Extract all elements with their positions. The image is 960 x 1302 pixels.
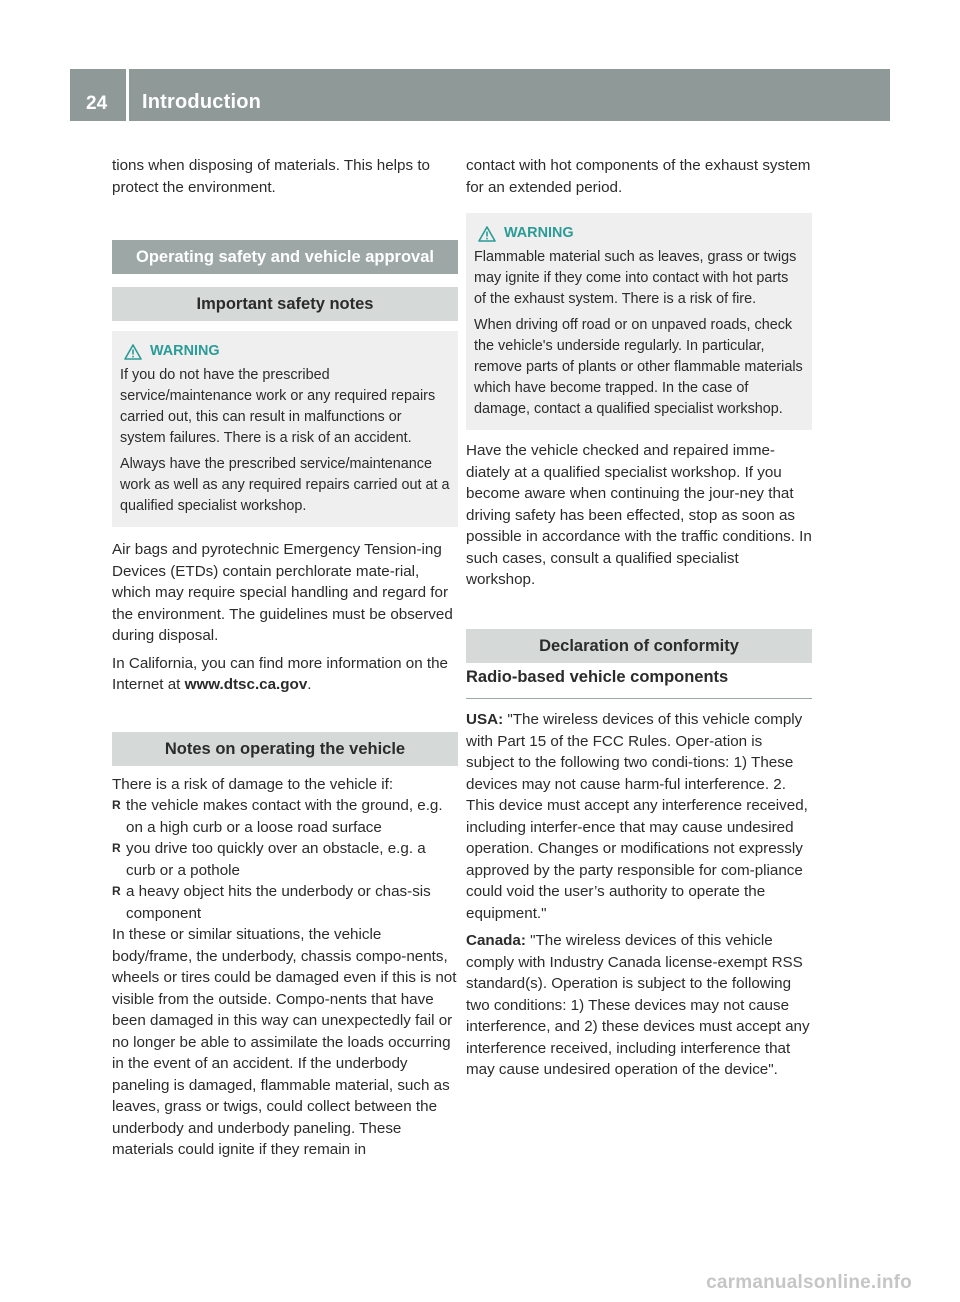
warning-text: When driving off road or on unpaved roads, check the vehicle's underside regularly. In particular, remove parts of plants or other flammable materials which have become trapped. In the case of damage, contact a qualified specialist workshop. [474, 317, 803, 417]
usa-paragraph: USA: "The wireless devices of this vehicle comply with Part 15 of the FCC Rules. Oper-ation is subject to the following two condi-tions: 1) These devices may not cause harm-ful interference. 2. This device must accept any interference received, including interfer-ence that may cause undesired operation. Changes or modifications not expressly approved by the party responsible for com-pliance could void the user’s authority to operate the equipment." [466, 711, 808, 922]
section-heading: Operating safety and vehicle approval [112, 240, 458, 274]
radio-components-heading: Radio-based vehicle components [466, 663, 812, 700]
warning-text: Flammable material such as leaves, grass or twigs may ignite if they come into contact with hot parts of the exhaust system. There is a risk of fire. [474, 249, 797, 307]
california-paragraph: In California, you can find more information on the Internet at www.dtsc.ca.gov. [112, 654, 448, 693]
warning-text: If you do not have the prescribed service/maintenance work or any required repairs carried out, this can result in malfunctions or system failures. There is a risk of an accident. [120, 367, 436, 446]
dtsc-link[interactable]: www.dtsc.ca.gov [184, 676, 308, 693]
page-number: 24 [86, 93, 108, 114]
continuation-paragraph: contact with hot components of the exhaust system for an extended period. [466, 157, 811, 196]
canada-paragraph: Canada: "The wireless devices of this vehicle comply with Industry Canada license-exempt RSS standard(s). Operation is subject to the following two conditions: 1) These devices may not cause interference, and 2) these devices must accept any interference received, including interference that may cause undesired operation of the device". [466, 932, 810, 1078]
warning-label: WARNING [150, 343, 220, 359]
risk-list [112, 795, 458, 924]
warning-box [112, 331, 458, 527]
warning-triangle-icon [478, 226, 496, 242]
check-paragraph: Have the vehicle checked and repaired imme-diately at a qualified specialist workshop. If you become aware when continuing the jour-ney that driving safety has been effected, stop as soon as possible in accordance with the traffic conditions. In such cases, consult a qualified specialist workshop. [466, 442, 812, 588]
warning-box [466, 213, 812, 430]
airbags-paragraph: Air bags and pyrotechnic Emergency Tension-ing Devices (ETDs) contain perchlorate mate-rial, which may require special handling and regard for the environment. The guidelines must be observed during disposal. [112, 541, 453, 644]
watermark-logo: carmanualsonline.info [706, 1272, 912, 1293]
list-item: R you drive too quickly over an obstacle, e.g. a curb or a pothole [112, 838, 458, 881]
intro-paragraph: tions when disposing of materials. This helps to protect the environment. [112, 157, 430, 196]
subsection-heading-safety: Important safety notes [112, 287, 458, 321]
subsection-heading-conformity: Declaration of conformity [466, 629, 812, 663]
warning-label: WARNING [504, 225, 574, 241]
usa-label: USA: [466, 711, 504, 728]
canada-label: Canada: [466, 932, 526, 949]
risk-intro: There is a risk of damage to the vehicle if: [112, 775, 394, 793]
chapter-title: Introduction [142, 91, 262, 113]
list-item: R a heavy object hits the underbody or chas-sis component [112, 881, 458, 924]
warning-triangle-icon [124, 344, 142, 360]
left-column [112, 155, 458, 1167]
header-divider [126, 69, 129, 121]
warning-header [120, 341, 450, 362]
right-column [466, 155, 812, 1087]
warning-header [474, 223, 804, 244]
situations-paragraph: In these or similar situations, the vehicle body/frame, the underbody, chassis compo-nents, wheels or tires could be damaged even if this is not visible from the outside. Compo-nents that have been damaged in this way can unexpectedly fail or no longer be able to assimilate the loads occurring in the event of an accident. If the underbody paneling is damaged, flammable material, such as leaves, grass or twigs, could collect between the underbody and underbody paneling. These materials could ignite if they remain in [112, 926, 457, 1158]
subsection-heading-operating: Notes on operating the vehicle [112, 732, 458, 766]
list-item: R the vehicle makes contact with the ground, e.g. on a high curb or a loose road surface [112, 795, 458, 838]
warning-text: Always have the prescribed service/maintenance work as well as any required repairs carried out at a qualified specialist workshop. [120, 456, 450, 514]
